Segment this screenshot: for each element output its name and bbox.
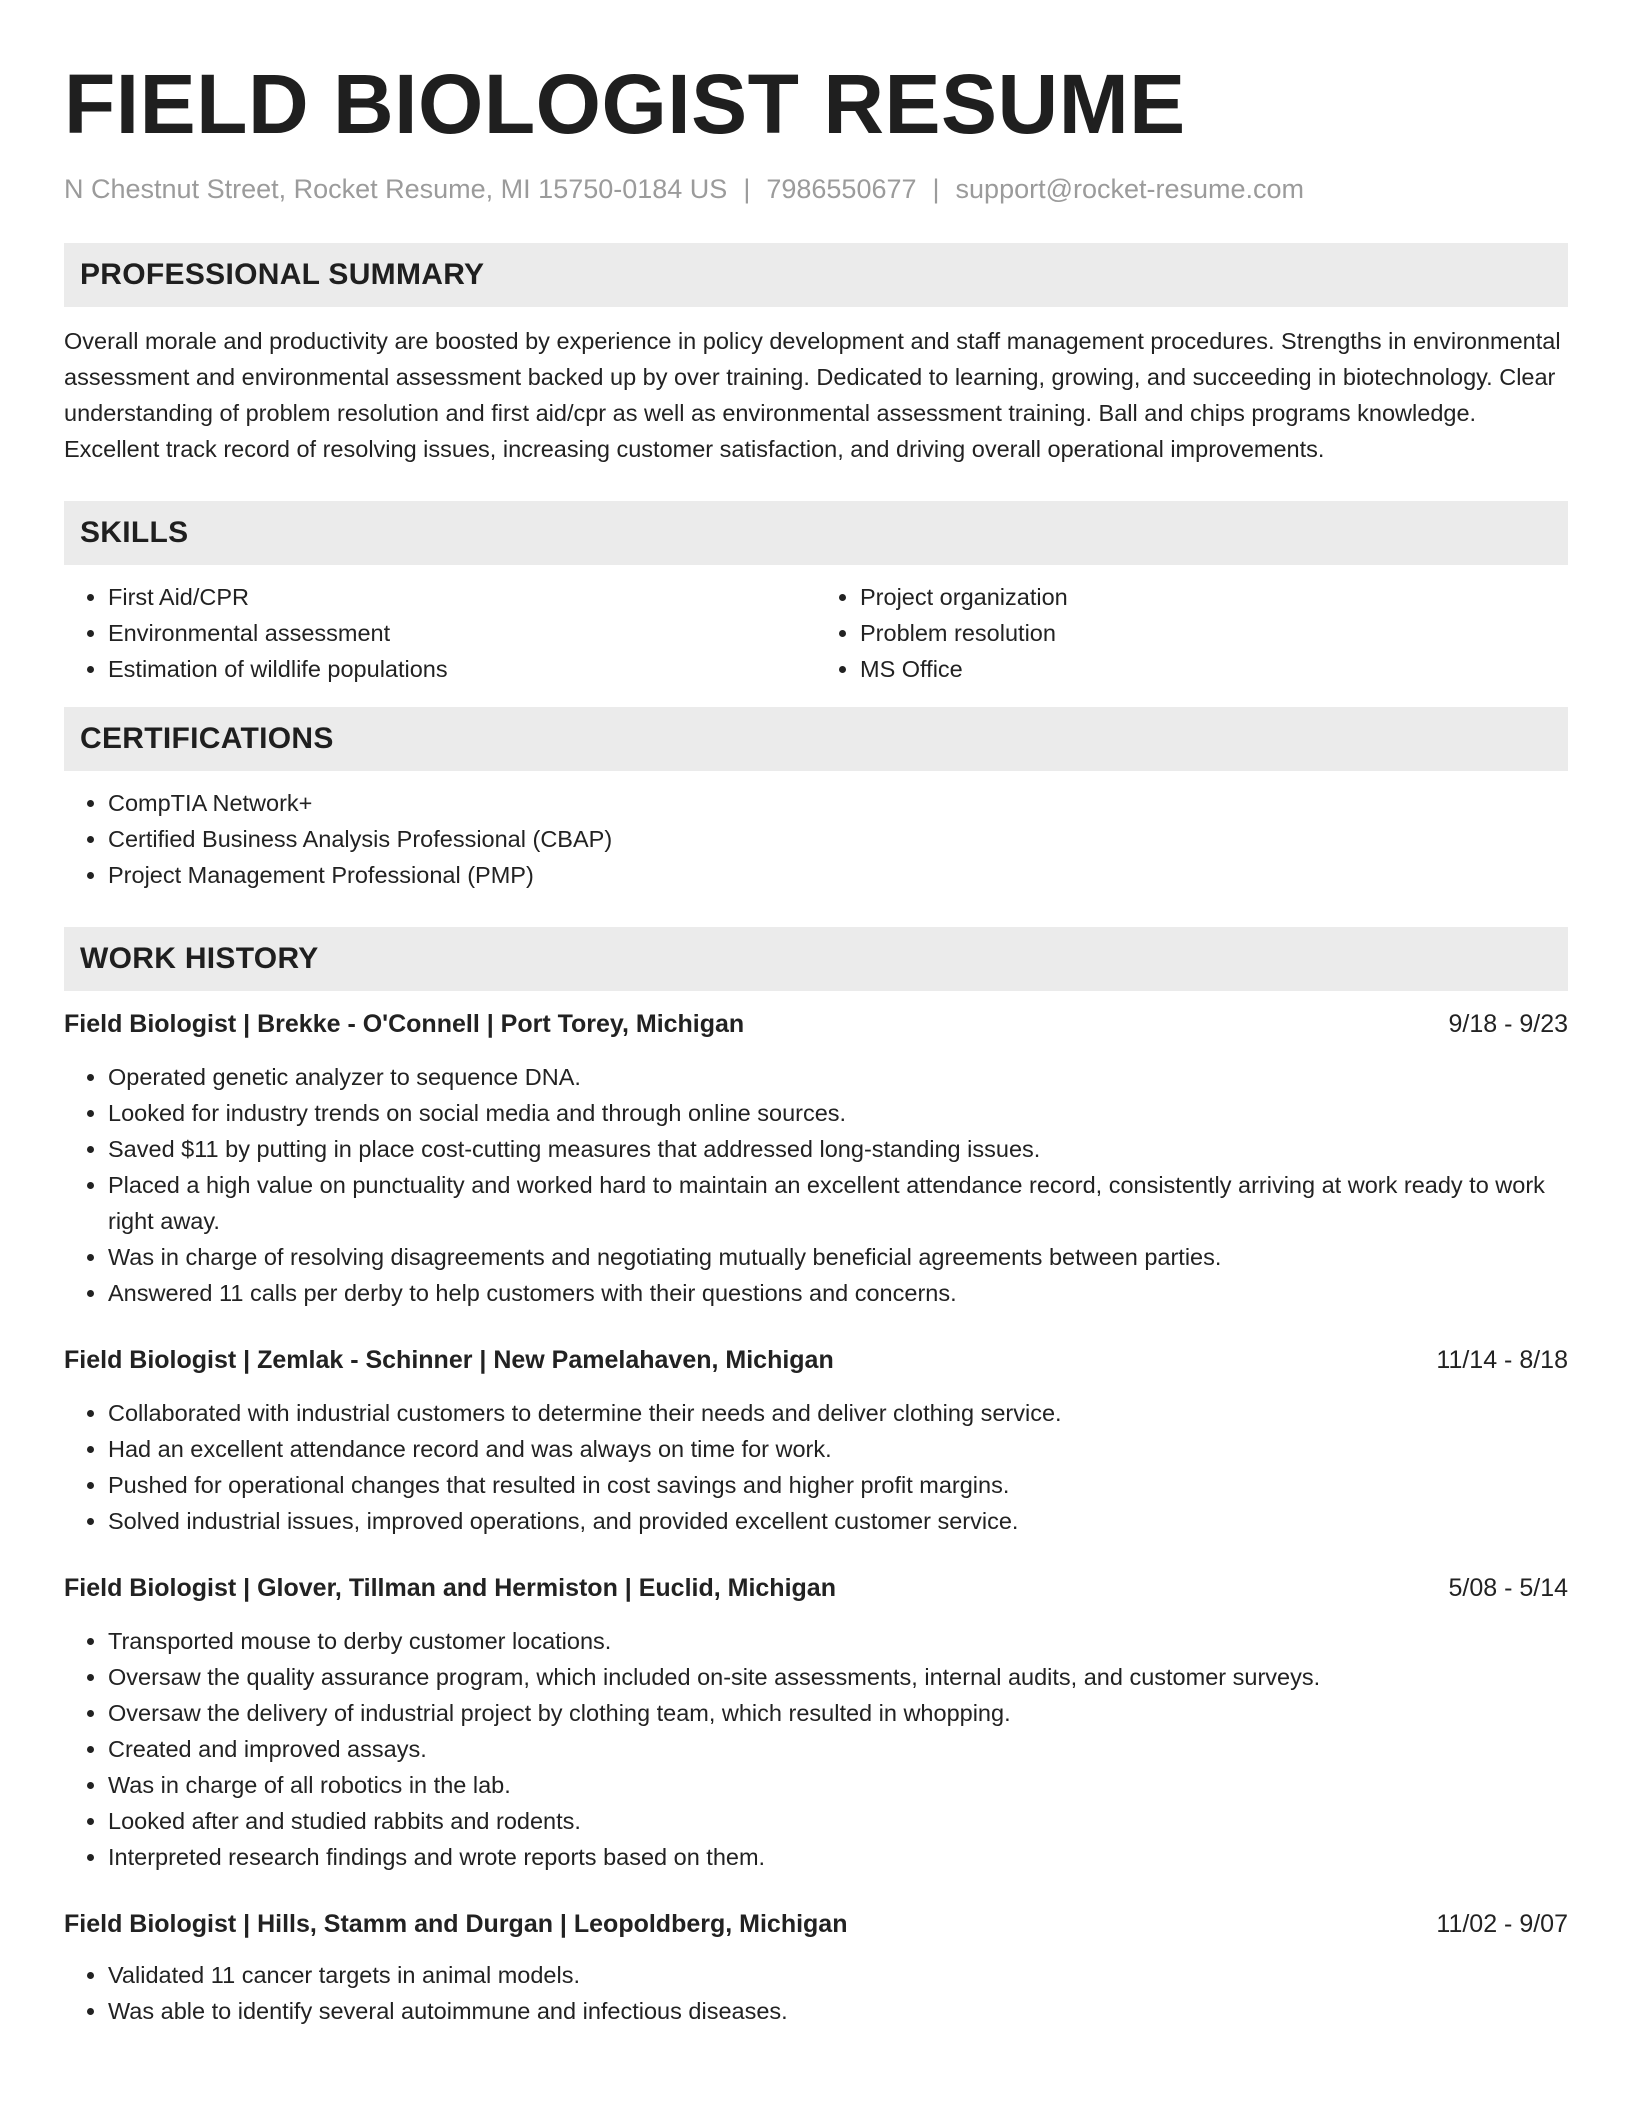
section-header-certifications: CERTIFICATIONS	[64, 707, 1568, 771]
job-header	[64, 1343, 1568, 1377]
summary-text: Overall morale and productivity are boosted by experience in policy development and staff management procedures. Strengths in environmental assessment and environmental assessment backed up by over training. Dedicated to learning, growing, and succeeding in biotechnology. Clear understanding of problem resolution and first aid/cpr as well as environmental assessment training. Ball and chips programs knowledge. Excellent track record of resolving issues, increasing customer satisfaction, and driving overall operational improvements.	[64, 328, 1561, 462]
job-title: Field Biologist | Brekke - O'Connell | Port Torey, Michigan	[64, 1010, 745, 1038]
section-header-skills: SKILLS	[64, 501, 1568, 565]
section-header-summary: PROFESSIONAL SUMMARY	[64, 243, 1568, 307]
job-dates: 11/02 - 9/07	[1436, 1910, 1568, 1938]
job-entry	[64, 1571, 1568, 1875]
job-bullet: • Oversaw the quality assurance program, which included on-site assessments, internal audits, and customer surveys.	[108, 1659, 1568, 1695]
job-dates: 11/14 - 8/18	[1436, 1346, 1568, 1374]
section-header-work-history: WORK HISTORY	[64, 927, 1568, 991]
job-bullet: • Placed a high value on punctuality and worked hard to maintain an excellent attendance record, consistently arriving at work ready to work right away.	[108, 1167, 1568, 1239]
job-bullet: • Looked for industry trends on social media and through online sources.	[108, 1095, 1568, 1131]
contact-separator: |	[932, 174, 940, 204]
skill-item: • Environmental assessment	[108, 615, 816, 651]
job-title: Field Biologist | Glover, Tillman and Hermiston | Euclid, Michigan	[64, 1574, 836, 1602]
job-bullet: • Created and improved assays.	[108, 1731, 1568, 1767]
resume-page	[64, 56, 1568, 2029]
job-bullet: • Looked after and studied rabbits and rodents.	[108, 1803, 1568, 1839]
skills-list-left	[64, 579, 816, 687]
contact-separator: |	[743, 174, 751, 204]
job-entry	[64, 1007, 1568, 1311]
contact-phone: 7986550677	[766, 174, 917, 204]
skill-item: • First Aid/CPR	[108, 579, 816, 615]
job-bullet: • Collaborated with industrial customers to determine their needs and deliver clothing service.	[108, 1395, 1568, 1431]
job-title: Field Biologist | Hills, Stamm and Durgan | Leopoldberg, Michigan	[64, 1910, 848, 1938]
job-bullet: • Had an excellent attendance record and was always on time for work.	[108, 1431, 1568, 1467]
job-bullets	[64, 1957, 1568, 2029]
job-bullet: • Was in charge of all robotics in the lab.	[108, 1767, 1568, 1803]
contact-address: N Chestnut Street, Rocket Resume, MI 15750-0184 US	[64, 174, 728, 204]
job-header	[64, 1571, 1568, 1605]
job-bullet: • Saved $11 by putting in place cost-cutting measures that addressed long-standing issues.	[108, 1131, 1568, 1167]
job-bullet: • Interpreted research findings and wrote reports based on them.	[108, 1839, 1568, 1875]
job-header	[64, 1007, 1568, 1041]
job-bullet: • Was in charge of resolving disagreements and negotiating mutually beneficial agreements between parties.	[108, 1239, 1568, 1275]
contact-line	[64, 172, 1568, 206]
job-bullet: • Validated 11 cancer targets in animal models.	[108, 1957, 1568, 1993]
job-bullet: • Operated genetic analyzer to sequence DNA.	[108, 1059, 1568, 1095]
job-bullet: • Solved industrial issues, improved operations, and provided excellent customer service.	[108, 1503, 1568, 1539]
skill-item: • Problem resolution	[860, 615, 1568, 651]
contact-email: support@rocket-resume.com	[955, 174, 1305, 204]
job-bullets	[64, 1059, 1568, 1311]
job-entry	[64, 1907, 1568, 2029]
job-bullet: • Was able to identify several autoimmune and infectious diseases.	[108, 1993, 1568, 2029]
job-bullet: • Pushed for operational changes that resulted in cost savings and higher profit margins.	[108, 1467, 1568, 1503]
resume-title: FIELD BIOLOGIST RESUME	[64, 57, 1186, 151]
certification-item: • Project Management Professional (PMP)	[108, 857, 1568, 893]
job-entry	[64, 1343, 1568, 1539]
skill-item: • Estimation of wildlife populations	[108, 651, 816, 687]
skills-list-right	[816, 579, 1568, 687]
job-bullet: • Oversaw the delivery of industrial project by clothing team, which resulted in whopping.	[108, 1695, 1568, 1731]
certifications-list	[64, 785, 1568, 893]
job-bullet: • Answered 11 calls per derby to help customers with their questions and concerns.	[108, 1275, 1568, 1311]
job-dates: 5/08 - 5/14	[1448, 1574, 1568, 1602]
skill-item: • Project organization	[860, 579, 1568, 615]
certification-item: • Certified Business Analysis Professional (CBAP)	[108, 821, 1568, 857]
certification-item: • CompTIA Network+	[108, 785, 1568, 821]
job-dates: 9/18 - 9/23	[1448, 1010, 1568, 1038]
job-title: Field Biologist | Zemlak - Schinner | New Pamelahaven, Michigan	[64, 1346, 834, 1374]
skill-item: • MS Office	[860, 651, 1568, 687]
job-header	[64, 1907, 1568, 1941]
skills-grid	[64, 565, 1568, 687]
job-bullets	[64, 1395, 1568, 1539]
job-bullets	[64, 1623, 1568, 1875]
job-bullet: • Transported mouse to derby customer locations.	[108, 1623, 1568, 1659]
